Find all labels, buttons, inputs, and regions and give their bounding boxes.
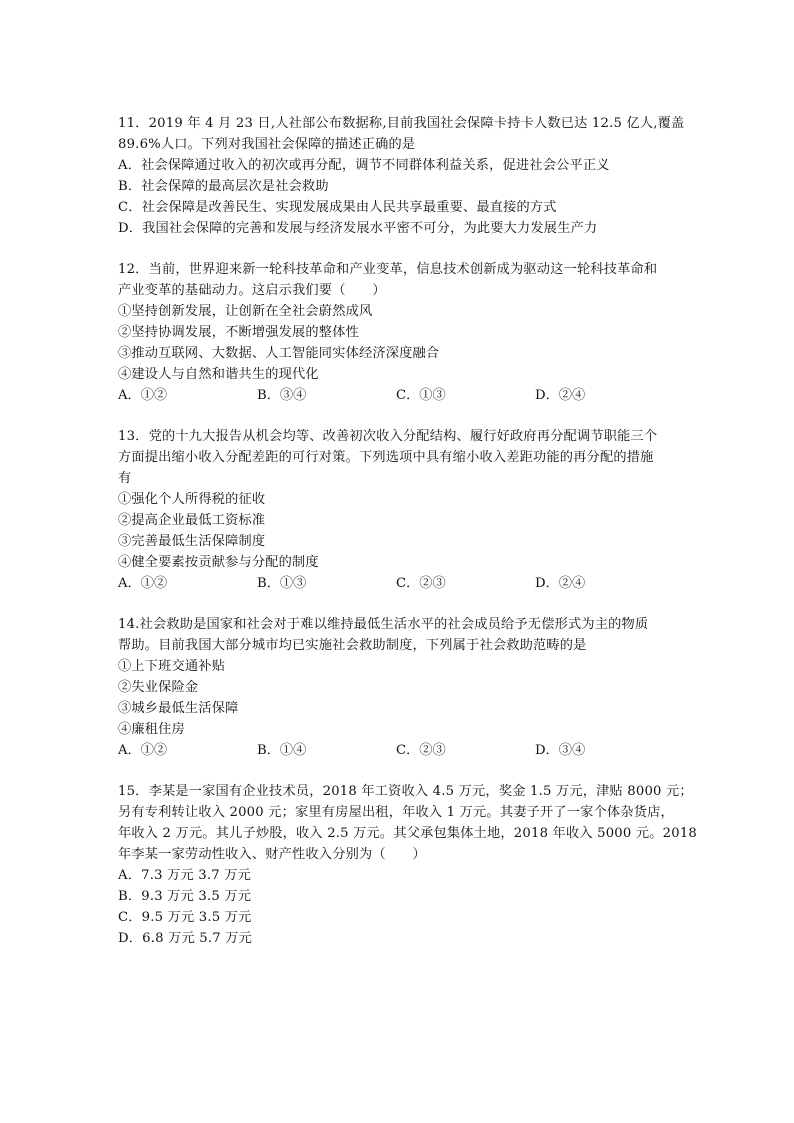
question-stem-line: 14.社会救助是国家和社会对于难以维持最低生活水平的社会成员给予无偿形式为主的物质 xyxy=(118,617,649,632)
question-stem-line: 15．李某是一家国有企业技术员，2018 年工资收入 4.5 万元，奖金 1.5 万元，津贴 8000 元； xyxy=(118,784,693,799)
answer-choices-row xyxy=(118,385,678,406)
answer-choice-b: B．9.3 万元 3.5 万元 xyxy=(118,889,252,904)
answer-choice-b: B．①④ xyxy=(257,743,307,758)
answer-choice-a: A．社会保障通过收入的初次或再分配，调节不同群体利益关系，促进社会公平正义 xyxy=(118,158,610,173)
numbered-item: ①上下班交通补贴 xyxy=(118,659,226,674)
numbered-item: ④健全要素按贡献参与分配的制度 xyxy=(118,555,319,570)
numbered-item: ②坚持协调发展，不断增强发展的整体性 xyxy=(118,325,359,340)
answer-choice-c: C．9.5 万元 3.5 万元 xyxy=(118,910,252,925)
numbered-item: ①坚持创新发展，让创新在全社会蔚然成风 xyxy=(118,304,373,319)
answer-choice-d: D．③④ xyxy=(535,743,586,758)
question-stem-line: 帮助。目前我国大部分城市均已实施社会救助制度，下列属于社会救助范畴的是 xyxy=(118,638,587,653)
answer-choice-a: A．①② xyxy=(118,743,168,758)
question-15 xyxy=(118,781,697,949)
answer-choice-d: D．②④ xyxy=(535,576,586,591)
answer-choice-b: B．①③ xyxy=(257,576,307,591)
numbered-item: ④建设人与自然和谐共生的现代化 xyxy=(118,367,319,382)
answer-choice-b: B．社会保障的最高层次是社会救助 xyxy=(118,179,329,194)
question-stem-line: 产业变革的基础动力。这启示我们要（ ） xyxy=(118,283,386,298)
question-13 xyxy=(118,426,678,594)
question-stem-line: 年收入 2 万元。其儿子炒股，收入 2.5 万元。其父承包集体土地，2018 年收入 5000 元。2018 xyxy=(118,826,697,841)
question-14 xyxy=(118,614,678,761)
question-stem-line: 另有专利转让收入 2000 元；家里有房屋出租，年收入 1 万元。其妻子开了一家个体杂货店， xyxy=(118,805,674,820)
answer-choice-d: D．②④ xyxy=(535,388,586,403)
answer-choice-c: C．①③ xyxy=(396,388,446,403)
numbered-item: ②失业保险金 xyxy=(118,680,199,695)
answer-choice-d: D．6.8 万元 5.7 万元 xyxy=(118,931,253,946)
answer-choice-d: D．我国社会保障的完善和发展与经济发展水平密不可分，为此要大力发展生产力 xyxy=(118,221,598,236)
question-stem-line: 12．当前，世界迎来新一轮科技革命和产业变革，信息技术创新成为驱动这一轮科技革命和 xyxy=(118,262,658,277)
answer-choice-c: C．②③ xyxy=(396,576,446,591)
answer-choice-a: A．①② xyxy=(118,388,168,403)
numbered-item: ②提高企业最低工资标准 xyxy=(118,513,266,528)
question-stem-line: 89.6%人口。下列对我国社会保障的描述正确的是 xyxy=(118,137,416,152)
question-12 xyxy=(118,259,678,406)
answer-choice-c: C．②③ xyxy=(396,743,446,758)
question-stem-line: 11．2019 年 4 月 23 日,人社部公布数据称,目前我国社会保障卡持卡人数已达 12.5 亿人,覆盖 xyxy=(118,116,685,131)
answer-choices-row xyxy=(118,573,678,594)
numbered-item: ③完善最低生活保障制度 xyxy=(118,534,266,549)
answer-choice-b: B．③④ xyxy=(257,388,307,403)
answer-choice-a: A．7.3 万元 3.7 万元 xyxy=(118,868,251,883)
numbered-item: ①强化个人所得税的征收 xyxy=(118,492,266,507)
answer-choice-c: C．社会保障是改善民生、实现发展成果由人民共享最重要、最直接的方式 xyxy=(118,200,557,215)
question-11 xyxy=(118,113,685,239)
question-stem-line: 方面提出缩小收入分配差距的可行对策。下列选项中具有缩小收入差距功能的再分配的措施 xyxy=(118,450,654,465)
question-stem-line: 年李某一家劳动性收入、财产性收入分别为（ ） xyxy=(118,847,426,862)
numbered-item: ③城乡最低生活保障 xyxy=(118,701,239,716)
numbered-item: ③推动互联网、大数据、人工智能同实体经济深度融合 xyxy=(118,346,440,361)
question-stem-line: 13．党的十九大报告从机会均等、改善初次收入分配结构、履行好政府再分配调节职能三个 xyxy=(118,429,658,444)
numbered-item: ④廉租住房 xyxy=(118,722,185,737)
question-stem-line: 有 xyxy=(118,471,132,486)
answer-choice-a: A．①② xyxy=(118,576,168,591)
answer-choices-row xyxy=(118,740,678,761)
exam-page xyxy=(118,113,697,969)
